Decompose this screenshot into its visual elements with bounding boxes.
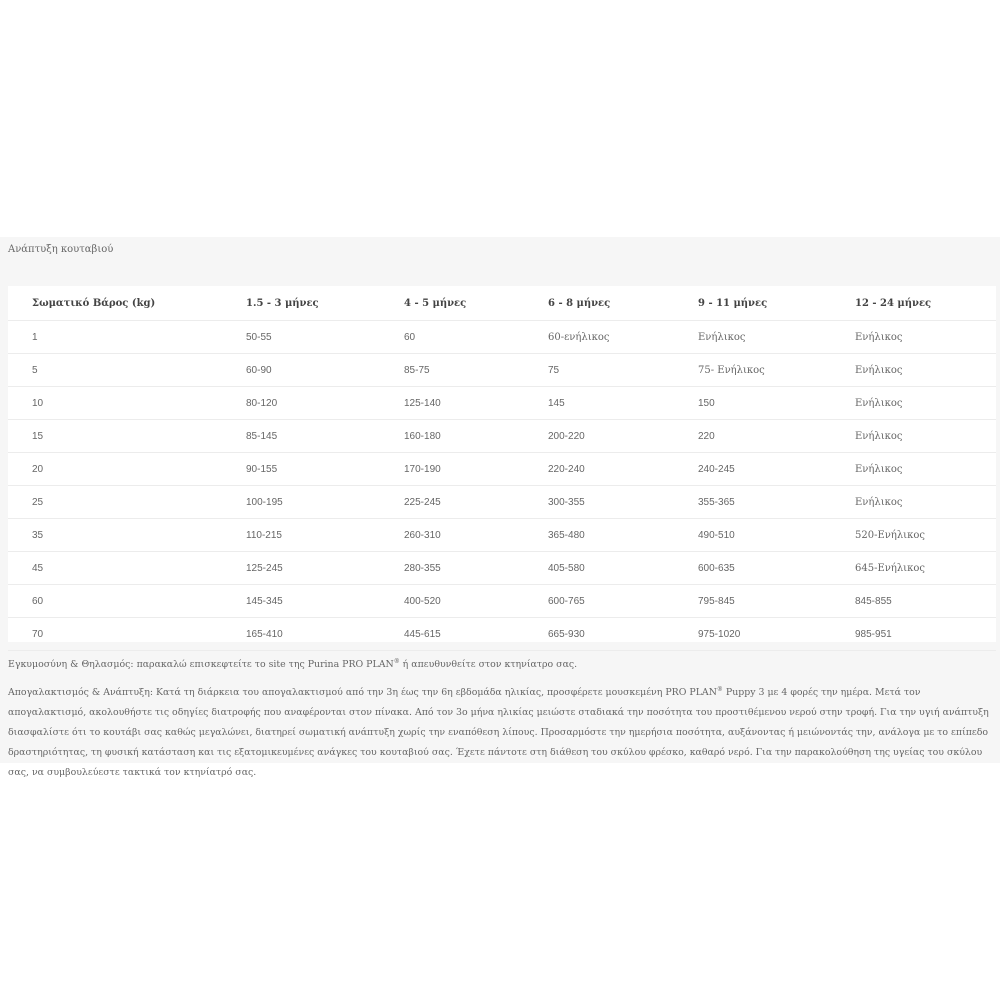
table-cell: 300-355 xyxy=(548,486,698,519)
table-cell: 125-140 xyxy=(404,387,548,420)
table-cell: 150 xyxy=(698,387,855,420)
table-row xyxy=(8,585,996,618)
table-cell: Ενήλικος xyxy=(855,486,996,519)
table-cell: 240-245 xyxy=(698,453,855,486)
table-cell: 445-615 xyxy=(404,618,548,651)
registered-mark: ® xyxy=(393,658,400,665)
table-cell: 60-ενήλικος xyxy=(548,321,698,354)
header-body-weight: Σωματικό Βάρος (kg) xyxy=(8,286,246,321)
table-row xyxy=(8,618,996,651)
table-cell: 60 xyxy=(404,321,548,354)
table-row xyxy=(8,453,996,486)
cell-weight: 35 xyxy=(8,519,246,552)
cell-weight: 1 xyxy=(8,321,246,354)
table-row xyxy=(8,354,996,387)
table-row xyxy=(8,420,996,453)
table-cell: 665-930 xyxy=(548,618,698,651)
table-cell: 75- Ενήλικος xyxy=(698,354,855,387)
table-cell: 355-365 xyxy=(698,486,855,519)
cell-weight: 5 xyxy=(8,354,246,387)
table-cell: 165-410 xyxy=(246,618,404,651)
table-cell: 110-215 xyxy=(246,519,404,552)
table-row xyxy=(8,387,996,420)
pregnancy-note-text: Εγκυμοσύνη & Θηλασμός: παρακαλώ επισκεφτείτε το site της Purina PRO PLAN xyxy=(8,659,394,670)
cell-weight: 60 xyxy=(8,585,246,618)
registered-mark: ® xyxy=(716,686,723,693)
feeding-notes xyxy=(8,655,996,783)
pregnancy-note xyxy=(8,655,996,675)
table-cell: 145 xyxy=(548,387,698,420)
table-cell: 160-180 xyxy=(404,420,548,453)
table-cell: 60-90 xyxy=(246,354,404,387)
cell-weight: 20 xyxy=(8,453,246,486)
table-cell: 975-1020 xyxy=(698,618,855,651)
header-age-1-5-3: 1.5 - 3 μήνες xyxy=(246,286,404,321)
table-cell: 280-355 xyxy=(404,552,548,585)
pregnancy-note-text-end: ή απευθυνθείτε στον κτηνίατρο σας. xyxy=(399,659,578,670)
cell-weight: 10 xyxy=(8,387,246,420)
cell-weight: 70 xyxy=(8,618,246,651)
table-cell: 520-Ενήλικος xyxy=(855,519,996,552)
header-age-6-8: 6 - 8 μήνες xyxy=(548,286,698,321)
table-cell: 400-520 xyxy=(404,585,548,618)
table-cell: Ενήλικος xyxy=(855,453,996,486)
table-cell: 80-120 xyxy=(246,387,404,420)
table-cell: 405-580 xyxy=(548,552,698,585)
table-cell: 170-190 xyxy=(404,453,548,486)
table-row xyxy=(8,486,996,519)
table-cell: 220-240 xyxy=(548,453,698,486)
weaning-note xyxy=(8,683,996,783)
table-cell: 365-480 xyxy=(548,519,698,552)
table-cell: 260-310 xyxy=(404,519,548,552)
feeding-table-container xyxy=(8,286,996,642)
cell-weight: 45 xyxy=(8,552,246,585)
table-cell: 75 xyxy=(548,354,698,387)
table-cell: 645-Ενήλικος xyxy=(855,552,996,585)
table-cell: 985-951 xyxy=(855,618,996,651)
header-age-4-5: 4 - 5 μήνες xyxy=(404,286,548,321)
feeding-table xyxy=(8,286,996,651)
table-header-row xyxy=(8,286,996,321)
table-row xyxy=(8,552,996,585)
table-cell: Ενήλικος xyxy=(698,321,855,354)
weaning-note-text-end: Puppy 3 με 4 φορές την ημέρα. Μετά τον απογαλακτισμό, ακολουθήστε τις οδηγίες διατροφής που αναφέρονται στον πίνακα. Από τον 3ο μήνα ηλικίας μειώστε σταδιακά την ποσότητα του προστιθέμενου νερού στην τροφή. Για την υγιή ανάπτυξη διασφαλίστε ότι το κουτάβι σας καθώς μεγαλώνει, διατηρεί σωματική ανάπτυξη χωρίς την εναπόθεση λίπους. Προσαρμόστε την ημερήσια ποσότητα, αυξάνοντας ή μειώνοντάς την, ανάλογα με το επίπεδο δραστηριότητας, τη φυσική κατάσταση και τις εξατομικευμένες ανάγκες του κουταβιού σας. Έχετε πάντοτε στη διάθεση του σκύλου φρέσκο, καθαρό νερό. Για την παρακολούθηση της υγείας του σκύλου σας, να συμβουλεύεστε τακτικά τον κτηνίατρό σας. xyxy=(8,687,989,778)
table-cell: 845-855 xyxy=(855,585,996,618)
table-cell: 600-635 xyxy=(698,552,855,585)
table-cell: 145-345 xyxy=(246,585,404,618)
header-age-9-11: 9 - 11 μήνες xyxy=(698,286,855,321)
table-cell: 200-220 xyxy=(548,420,698,453)
table-cell: 85-145 xyxy=(246,420,404,453)
table-cell: 125-245 xyxy=(246,552,404,585)
table-cell: 50-55 xyxy=(246,321,404,354)
section-title: Ανάπτυξη κουταβιού xyxy=(8,244,114,255)
table-cell: Ενήλικος xyxy=(855,354,996,387)
table-row xyxy=(8,321,996,354)
cell-weight: 25 xyxy=(8,486,246,519)
table-cell: Ενήλικος xyxy=(855,420,996,453)
table-row xyxy=(8,519,996,552)
weaning-note-text: Απογαλακτισμός & Ανάπτυξη: Κατά τη διάρκεια του απογαλακτισμού από την 3η έως την 6η εβδομάδα ηλικίας, προσφέρετε μουσκεμένη PRO PLAN xyxy=(8,687,717,698)
table-cell: 90-155 xyxy=(246,453,404,486)
table-cell: Ενήλικος xyxy=(855,321,996,354)
table-cell: 600-765 xyxy=(548,585,698,618)
table-cell: 85-75 xyxy=(404,354,548,387)
cell-weight: 15 xyxy=(8,420,246,453)
table-cell: 490-510 xyxy=(698,519,855,552)
table-cell: 225-245 xyxy=(404,486,548,519)
header-age-12-24: 12 - 24 μήνες xyxy=(855,286,996,321)
table-cell: 100-195 xyxy=(246,486,404,519)
table-cell: 795-845 xyxy=(698,585,855,618)
table-cell: Ενήλικος xyxy=(855,387,996,420)
table-cell: 220 xyxy=(698,420,855,453)
